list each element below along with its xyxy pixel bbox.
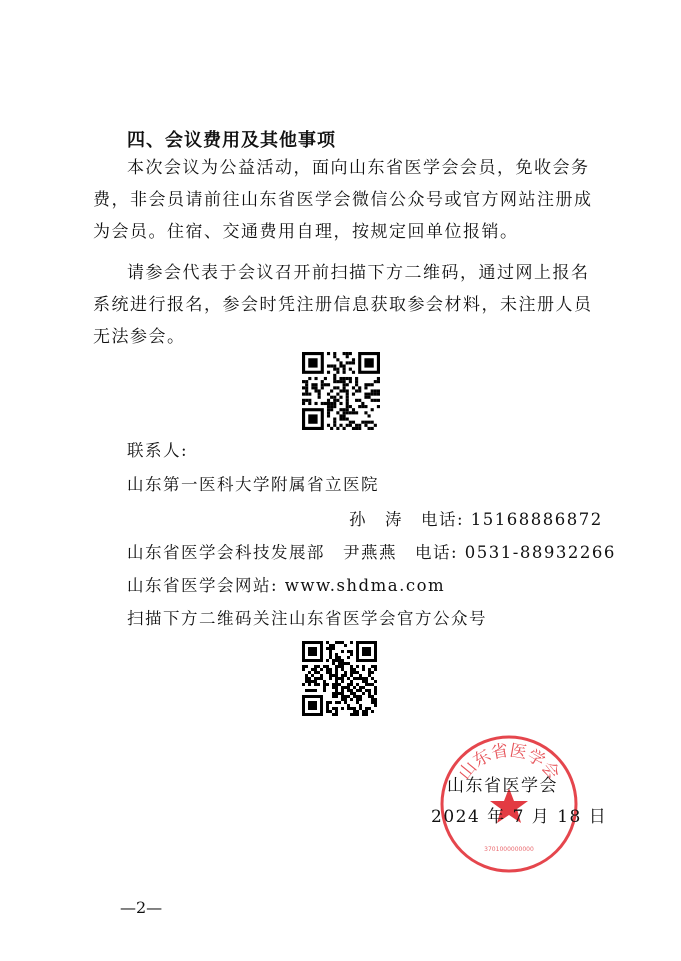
svg-text:3701000000000: 3701000000000 [484,846,534,853]
paragraph-line: 费，非会员请前往山东省医学会微信公众号或官方网站注册成 [93,190,593,210]
website-line: 山东省医学会网站: www.shdma.com [127,576,446,595]
paragraph-line: 为会员。住宿、交通费用自理，按规定回单位报销。 [93,222,519,242]
paragraph-line: 系统进行报名，参会时凭注册信息获取参会材料，未注册人员 [93,295,593,315]
registration-qr-code[interactable] [302,352,380,430]
contact-hospital: 山东第一医科大学附属省立医院 [127,475,379,494]
paragraph-registration [93,257,598,353]
paragraph-line: 请参会代表于会议召开前扫描下方二维码，通过网上报名 [127,263,590,283]
signature-org: 山东省医学会 [447,776,558,796]
section-heading: 四、会议费用及其他事项 [127,130,336,151]
page-number: —2— [120,898,163,917]
signature-date: 2024 年 7 月 18 日 [431,807,608,827]
scan-note: 扫描下方二维码关注山东省医学会官方公众号 [127,609,487,628]
paragraph-fees [93,152,598,248]
contact-label: 联系人: [127,441,189,460]
official-account-qr-code[interactable] [302,641,377,716]
paragraph-line: 无法参会。 [93,327,186,347]
seal-text: 山东省医学会 [454,740,564,784]
contact-person-yin: 山东省医学会科技发展部 尹燕燕 电话: 0531-88932266 [127,543,616,562]
paragraph-line: 本次会议为公益活动，面向山东省医学会会员，免收会务 [127,158,590,178]
contact-person-sun: 孙 涛 电话: 15168886872 [349,510,603,529]
